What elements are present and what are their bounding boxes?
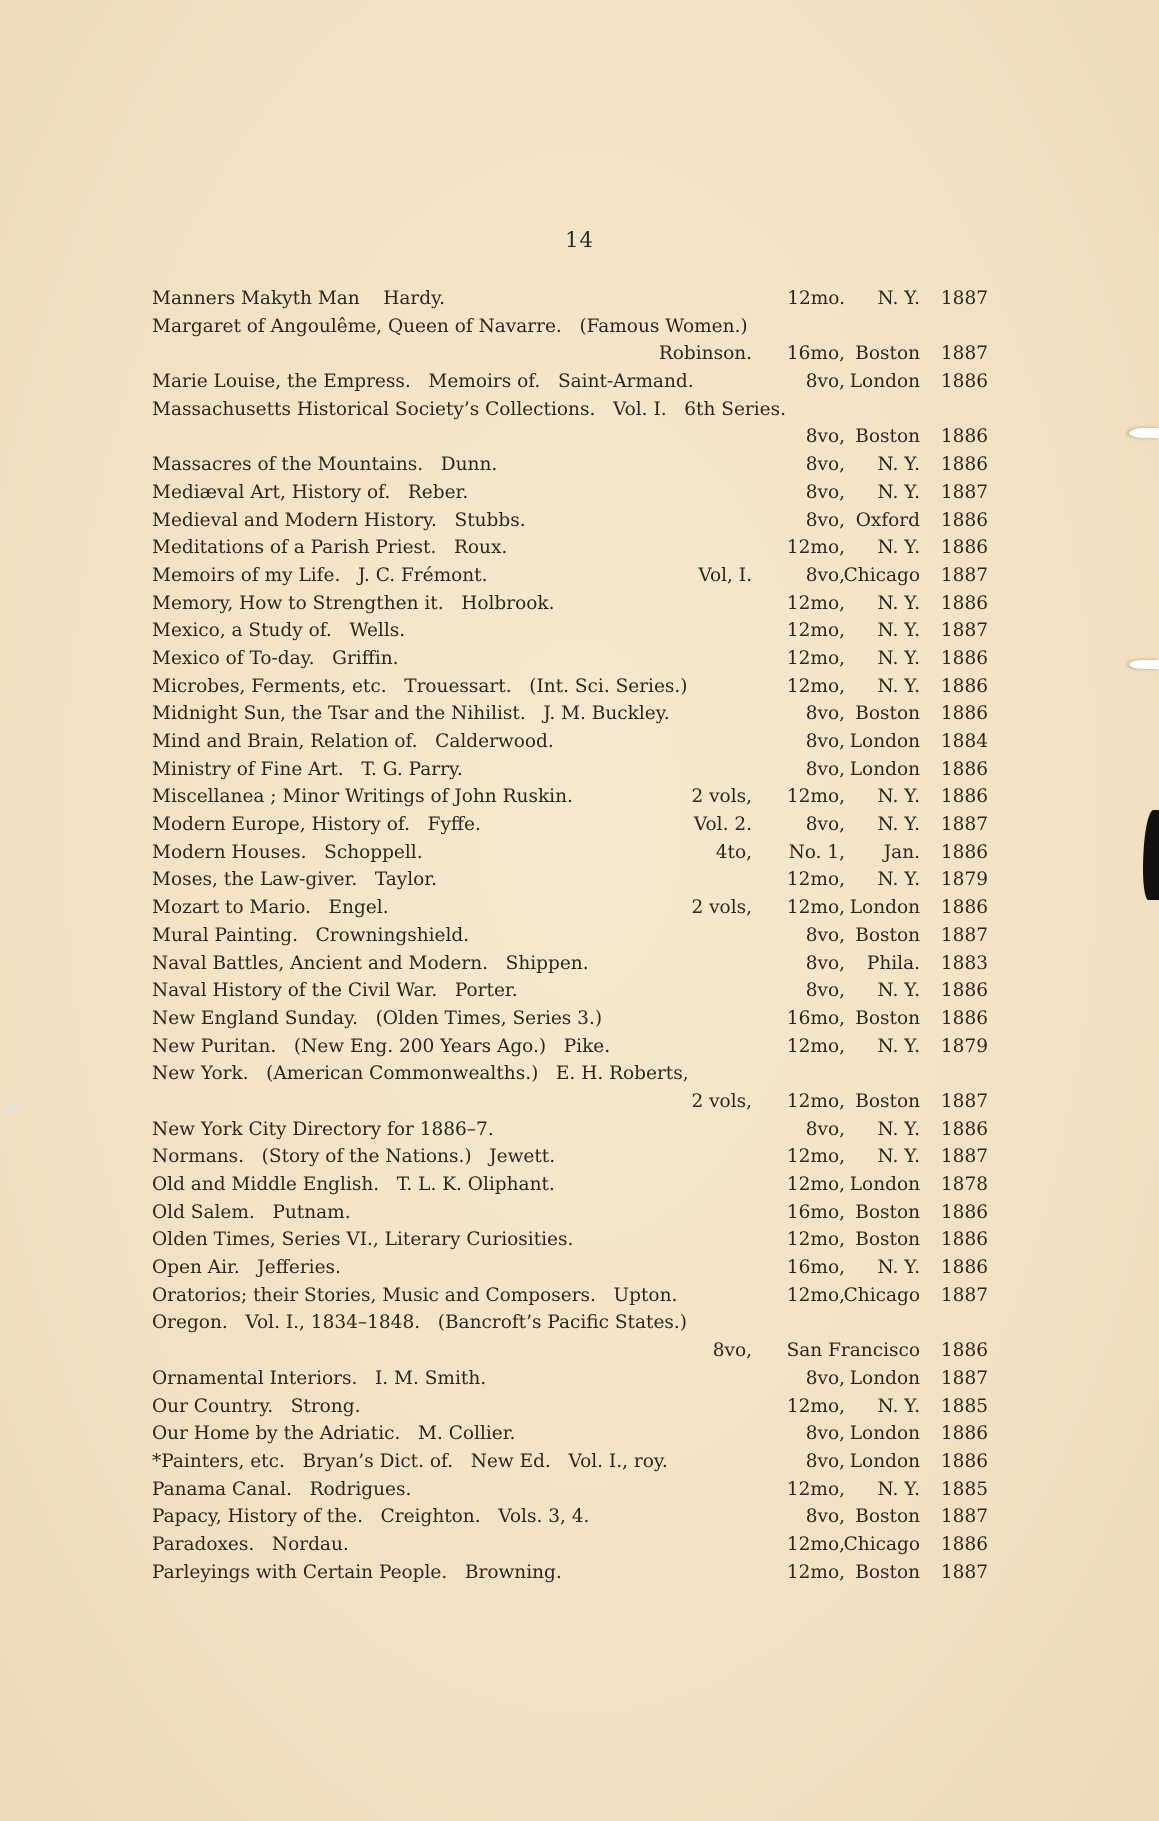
- entry-year: 1884: [940, 731, 988, 752]
- entry-place: Boston: [855, 1090, 920, 1112]
- entry-place: Chicago: [843, 1284, 920, 1306]
- catalog-entry: [152, 839, 988, 867]
- catalog-entry: [152, 673, 988, 701]
- entry-year: 1885: [940, 1395, 988, 1417]
- entry-format: 16mo,: [786, 1257, 845, 1279]
- entry-year: 1885: [940, 1478, 988, 1500]
- entry-year: 1887: [940, 564, 988, 586]
- entry-title: Ministry of Fine Art. T. G. Parry.: [152, 758, 463, 780]
- entry-place: London: [849, 1367, 920, 1389]
- entry-format: 12mo,: [786, 537, 845, 559]
- entry-volume: 4to,: [715, 841, 752, 863]
- entry-place: N. Y.: [877, 814, 920, 836]
- entry-format: 12mo,: [786, 592, 845, 614]
- catalog-entries: [152, 285, 988, 1586]
- entry-place: N. Y.: [877, 1478, 920, 1500]
- entry-format: 8vo,: [805, 509, 845, 531]
- entry-place: Boston: [855, 703, 920, 725]
- entry-place: London: [849, 731, 920, 752]
- catalog-entry: [152, 313, 988, 341]
- entry-year: 1887: [940, 481, 988, 503]
- entry-year: 1886: [940, 509, 988, 531]
- catalog-entry: [152, 866, 988, 894]
- entry-place: Boston: [855, 1506, 920, 1528]
- entry-place: N. Y.: [877, 1257, 920, 1279]
- entry-format: 12mo,: [786, 1035, 845, 1057]
- catalog-entry: [152, 728, 988, 756]
- entry-title: Our Home by the Adriatic. M. Collier.: [152, 1423, 516, 1445]
- entry-format: 8vo,: [805, 924, 845, 946]
- entry-format: No. 1,: [788, 841, 845, 863]
- entry-year: 1886: [940, 1118, 988, 1140]
- entry-place: London: [849, 758, 920, 780]
- entry-year: 1886: [940, 1257, 988, 1279]
- entry-place: Boston: [855, 1561, 920, 1583]
- entry-format: 8vo,: [805, 1367, 845, 1389]
- entry-format: 16mo,: [786, 1007, 845, 1029]
- entry-format: 12mo,: [786, 1395, 845, 1417]
- entry-title: New York. (American Commonwealths.) E. H. Roberts,: [152, 1063, 689, 1085]
- entry-title: Margaret of Angoulême, Queen of Navarre. (Famous Women.): [152, 315, 748, 337]
- entry-place: N. Y.: [877, 537, 920, 559]
- entry-place: N. Y.: [877, 1035, 920, 1057]
- page-edge-tear: [1143, 810, 1159, 900]
- entry-place: N. Y.: [877, 675, 920, 697]
- entry-year: 1886: [940, 426, 988, 448]
- entry-year: 1883: [940, 952, 988, 974]
- entry-year: 1887: [940, 1506, 988, 1528]
- entry-place: N. Y.: [877, 481, 920, 503]
- entry-year: 1886: [940, 786, 988, 808]
- entry-title: Memory, How to Strengthen it. Holbrook.: [152, 592, 555, 614]
- entry-place: N. Y.: [877, 288, 920, 309]
- entry-year: 1887: [940, 1561, 988, 1583]
- entry-year: 1886: [940, 592, 988, 614]
- entry-place: Chicago: [843, 564, 920, 586]
- entry-place: San Francisco: [786, 1340, 920, 1362]
- entry-format: 8vo,: [805, 1423, 845, 1445]
- entry-place: London: [849, 1450, 920, 1472]
- entry-place: N. Y.: [877, 1395, 920, 1417]
- entry-title: Old and Middle English. T. L. K. Oliphant.: [152, 1174, 555, 1195]
- entry-format: 12mo,: [786, 897, 845, 919]
- entry-title: Medieval and Modern History. Stubbs.: [152, 509, 526, 531]
- catalog-entry: [152, 1060, 988, 1088]
- entry-title: New England Sunday. (Olden Times, Series 3.): [152, 1007, 603, 1029]
- catalog-entry: [152, 479, 988, 507]
- entry-year: 1879: [940, 1035, 988, 1057]
- entry-volume: Vol. 2.: [693, 814, 752, 836]
- entry-format: 16mo,: [786, 1201, 845, 1223]
- entry-format: 12mo,: [786, 1229, 845, 1251]
- catalog-entry: [152, 1254, 988, 1282]
- entry-format: 8vo,: [805, 564, 845, 586]
- entry-title: Modern Europe, History of. Fyffe.: [152, 814, 481, 836]
- entry-year: 1887: [940, 924, 988, 946]
- entry-place: N. Y.: [877, 1118, 920, 1140]
- entry-year: 1886: [940, 675, 988, 697]
- catalog-entry: [152, 1337, 988, 1365]
- entry-format: 12mo,: [786, 1478, 845, 1500]
- entry-title: Manners Makyth Man Hardy.: [152, 288, 445, 309]
- entry-title: Naval Battles, Ancient and Modern. Shippen.: [152, 952, 589, 974]
- entry-format: 8vo,: [805, 1118, 845, 1140]
- entry-title: Parleyings with Certain People. Browning.: [152, 1561, 562, 1583]
- catalog-entry: [152, 617, 988, 645]
- entry-title: Our Country. Strong.: [152, 1395, 361, 1417]
- entry-place: Boston: [855, 343, 920, 365]
- catalog-entry: [152, 1005, 988, 1033]
- entry-year: 1886: [940, 1533, 988, 1555]
- entry-year: 1886: [940, 1450, 988, 1472]
- entry-volume: 2 vols,: [691, 786, 752, 808]
- entry-format: 12mo,: [786, 620, 845, 642]
- entry-format: 12mo,: [786, 1174, 845, 1195]
- entry-title: Microbes, Ferments, etc. Trouessart. (Int. Sci. Series.): [152, 675, 688, 697]
- entry-volume: 2 vols,: [691, 897, 752, 919]
- entry-place: N. Y.: [877, 592, 920, 614]
- entry-place: N. Y.: [877, 869, 920, 891]
- entry-title: Open Air. Jefferies.: [152, 1257, 341, 1279]
- entry-year: 1887: [940, 814, 988, 836]
- entry-title: Oregon. Vol. I., 1834–1848. (Bancroft’s Pacific States.): [152, 1312, 687, 1334]
- entry-title: Mind and Brain, Relation of. Calderwood.: [152, 731, 554, 752]
- entry-year: 1886: [940, 1423, 988, 1445]
- entry-volume: Vol, I.: [698, 564, 752, 586]
- entry-format: 12mo,: [786, 675, 845, 697]
- catalog-entry: [152, 1171, 988, 1199]
- entry-place: N. Y.: [877, 454, 920, 476]
- entry-format: 12mo,: [786, 1090, 845, 1112]
- catalog-entry: [152, 922, 988, 950]
- entry-year: 1887: [940, 288, 988, 309]
- entry-format: 12mo.: [787, 288, 845, 309]
- entry-title: Papacy, History of the. Creighton. Vols. 3, 4.: [152, 1506, 590, 1528]
- entry-format: 12mo,: [786, 1146, 845, 1168]
- entry-year: 1886: [940, 897, 988, 919]
- entry-format: 8vo,: [805, 426, 845, 448]
- entry-format: 8vo,: [805, 703, 845, 725]
- entry-format: 8vo,: [805, 731, 845, 752]
- catalog-entry: [152, 811, 988, 839]
- entry-place: Chicago: [843, 1533, 920, 1555]
- entry-title: Modern Houses. Schoppell.: [152, 841, 423, 863]
- entry-year: 1886: [940, 647, 988, 669]
- entry-title: Ornamental Interiors. I. M. Smith.: [152, 1367, 487, 1389]
- entry-format: 8vo,: [805, 952, 845, 974]
- catalog-entry: [152, 1503, 988, 1531]
- entry-volume: 8vo,: [712, 1340, 752, 1362]
- entry-place: London: [849, 371, 920, 393]
- entry-place: London: [849, 897, 920, 919]
- entry-place: N. Y.: [877, 647, 920, 669]
- entry-format: 8vo,: [805, 1450, 845, 1472]
- page-number: 14: [565, 228, 594, 252]
- entry-year: 1886: [940, 703, 988, 725]
- catalog-entry: [152, 1393, 988, 1421]
- catalog-entry: [152, 1116, 988, 1144]
- entry-title: Mexico, a Study of. Wells.: [152, 620, 406, 642]
- catalog-entry: [152, 783, 988, 811]
- catalog-entry: [152, 1309, 988, 1337]
- entry-title: Olden Times, Series VI., Literary Curiosities.: [152, 1229, 574, 1251]
- entry-format: 12mo,: [786, 1561, 845, 1583]
- catalog-entry: [152, 1199, 988, 1227]
- entry-format: 8vo,: [805, 481, 845, 503]
- catalog-entry: [152, 1143, 988, 1171]
- entry-place: N. Y.: [877, 980, 920, 1002]
- entry-year: 1887: [940, 343, 988, 365]
- entry-format: 8vo,: [805, 1506, 845, 1528]
- entry-format: 8vo,: [805, 454, 845, 476]
- catalog-entry: [152, 950, 988, 978]
- catalog-entry: [152, 1531, 988, 1559]
- entry-place: N. Y.: [877, 786, 920, 808]
- entry-volume: 2 vols,: [691, 1090, 752, 1112]
- catalog-entry: [152, 1420, 988, 1448]
- entry-place: Boston: [855, 426, 920, 448]
- entry-place: Boston: [855, 1229, 920, 1251]
- catalog-entry: [152, 700, 988, 728]
- entry-place: Jan.: [883, 841, 920, 863]
- entry-year: 1887: [940, 1367, 988, 1389]
- entry-title: Paradoxes. Nordau.: [152, 1533, 349, 1555]
- entry-year: 1887: [940, 1284, 988, 1306]
- catalog-entry: [152, 590, 988, 618]
- entry-year: 1886: [940, 758, 988, 780]
- page-edge-nick: [0, 1100, 20, 1115]
- catalog-entry: [152, 1448, 988, 1476]
- entry-place: London: [849, 1174, 920, 1195]
- entry-year: 1886: [940, 454, 988, 476]
- entry-format: 12mo,: [786, 786, 845, 808]
- entry-title: Massacres of the Mountains. Dunn.: [152, 454, 498, 476]
- entry-year: 1878: [940, 1174, 988, 1195]
- catalog-entry: [152, 1559, 988, 1587]
- entry-title: Old Salem. Putnam.: [152, 1201, 351, 1223]
- entry-year: 1887: [940, 1146, 988, 1168]
- entry-year: 1879: [940, 869, 988, 891]
- catalog-entry: [152, 1088, 988, 1116]
- entry-place: N. Y.: [877, 620, 920, 642]
- entry-year: 1886: [940, 1229, 988, 1251]
- entry-place: Boston: [855, 1007, 920, 1029]
- catalog-entry: [152, 423, 988, 451]
- page-edge-nick: [1129, 660, 1159, 669]
- entry-place: N. Y.: [877, 1146, 920, 1168]
- catalog-entry: [152, 368, 988, 396]
- entry-title: Oratorios; their Stories, Music and Composers. Upton.: [152, 1284, 678, 1306]
- entry-place: Phila.: [866, 952, 920, 974]
- entry-volume: Robinson.: [658, 343, 752, 365]
- entry-title: New York City Directory for 1886–7.: [152, 1118, 494, 1140]
- entry-year: 1886: [940, 537, 988, 559]
- entry-year: 1886: [940, 1340, 988, 1362]
- entry-format: 12mo,: [786, 1533, 845, 1555]
- entry-format: 12mo,: [786, 869, 845, 891]
- catalog-entry: [152, 1476, 988, 1504]
- entry-format: 8vo,: [805, 371, 845, 393]
- entry-year: 1886: [940, 1201, 988, 1223]
- entry-title: Miscellanea ; Minor Writings of John Ruskin.: [152, 786, 573, 808]
- entry-format: 8vo,: [805, 814, 845, 836]
- entry-format: 8vo,: [805, 758, 845, 780]
- entry-year: 1887: [940, 1090, 988, 1112]
- entry-title: Mexico of To-day. Griffin.: [152, 647, 399, 669]
- entry-year: 1886: [940, 980, 988, 1002]
- catalog-entry: [152, 534, 988, 562]
- entry-title: Mediæval Art, History of. Reber.: [152, 481, 469, 503]
- entry-title: Mural Painting. Crowningshield.: [152, 924, 470, 946]
- entry-year: 1887: [940, 620, 988, 642]
- entry-place: Boston: [855, 1201, 920, 1223]
- entry-format: 16mo,: [786, 343, 845, 365]
- catalog-entry: [152, 1226, 988, 1254]
- catalog-entry: [152, 451, 988, 479]
- catalog-entry: [152, 1033, 988, 1061]
- entry-title: Meditations of a Parish Priest. Roux.: [152, 537, 508, 559]
- entry-title: Mozart to Mario. Engel.: [152, 897, 389, 919]
- entry-title: Memoirs of my Life. J. C. Frémont.: [152, 564, 488, 586]
- catalog-entry: [152, 977, 988, 1005]
- catalog-entry: [152, 340, 988, 368]
- entry-title: *Painters, etc. Bryan’s Dict. of. New Ed. Vol. I., roy.: [152, 1450, 668, 1472]
- entry-title: New Puritan. (New Eng. 200 Years Ago.) Pike.: [152, 1035, 611, 1057]
- catalog-entry: [152, 507, 988, 535]
- catalog-entry: [152, 756, 988, 784]
- entry-title: Massachusetts Historical Society’s Collections. Vol. I. 6th Series.: [152, 398, 786, 420]
- catalog-entry: [152, 1282, 988, 1310]
- catalog-entry: [152, 562, 988, 590]
- entry-title: Naval History of the Civil War. Porter.: [152, 980, 518, 1002]
- entry-format: 12mo,: [786, 647, 845, 669]
- entry-year: 1886: [940, 841, 988, 863]
- catalog-entry: [152, 1365, 988, 1393]
- entry-place: London: [849, 1423, 920, 1445]
- entry-year: 1886: [940, 1007, 988, 1029]
- catalog-entry: [152, 645, 988, 673]
- entry-place: Oxford: [855, 509, 920, 531]
- entry-title: Panama Canal. Rodrigues.: [152, 1478, 412, 1500]
- page-edge-nick: [1129, 428, 1159, 438]
- catalog-entry: [152, 894, 988, 922]
- entry-title: Midnight Sun, the Tsar and the Nihilist. J. M. Buckley.: [152, 703, 670, 725]
- entry-format: 12mo,: [786, 1284, 845, 1306]
- entry-title: Marie Louise, the Empress. Memoirs of. Saint-Armand.: [152, 371, 694, 393]
- entry-title: Normans. (Story of the Nations.) Jewett.: [152, 1146, 556, 1168]
- entry-title: Moses, the Law-giver. Taylor.: [152, 869, 437, 891]
- entry-year: 1886: [940, 371, 988, 393]
- catalog-entry: [152, 396, 988, 424]
- catalog-entry: [152, 285, 988, 313]
- entry-format: 8vo,: [805, 980, 845, 1002]
- entry-place: Boston: [855, 924, 920, 946]
